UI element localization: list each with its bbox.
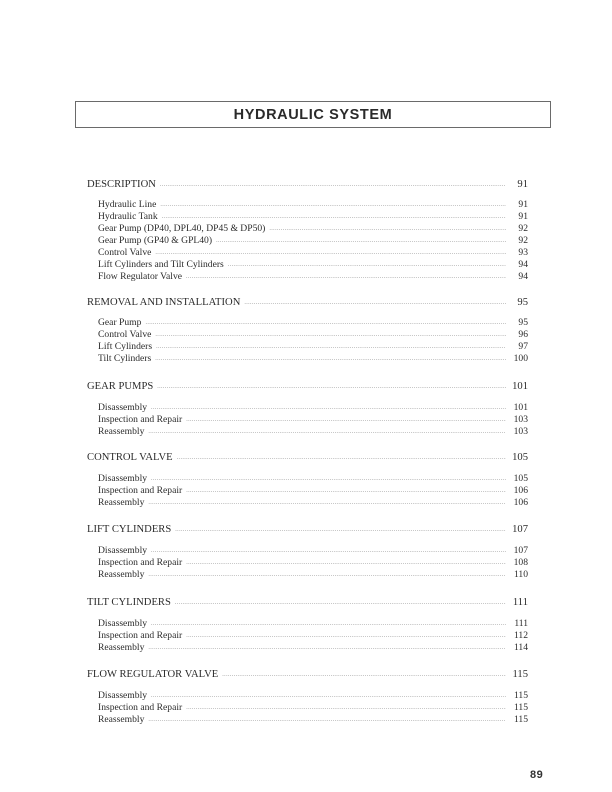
dot-leader [151,693,506,699]
toc-item-label: Tilt Cylinders [98,353,152,364]
toc-section-removal-and-installation[interactable] [87,297,528,308]
toc-item-label: Disassembly [98,618,148,629]
toc-item-label: Lift Cylinders and Tilt Cylinders [98,259,224,270]
toc-page-number: 101 [512,381,528,392]
dot-leader [162,214,506,220]
toc-item-label: Reassembly [98,642,145,653]
toc-item-label: Inspection and Repair [98,414,183,425]
toc-page-number: 94 [518,271,528,282]
toc-item-label: Inspection and Repair [98,485,183,496]
toc-item[interactable] [87,569,528,580]
toc-item[interactable] [87,642,528,653]
dot-leader [148,429,506,435]
dot-leader [151,548,506,554]
toc-item[interactable] [87,690,528,701]
toc-page-number: 95 [518,317,528,328]
toc-section-label: DESCRIPTION [87,179,156,190]
toc-page-number: 92 [518,235,528,246]
toc-item-label: Gear Pump (DP40, DPL40, DP45 & DP50) [98,223,266,234]
toc-item[interactable] [87,714,528,725]
toc-page-number: 93 [518,247,528,258]
toc-item-label: Flow Regulator Valve [98,271,183,282]
toc-section-label: TILT CYLINDERS [87,597,171,608]
toc-item-label: Control Valve [98,329,152,340]
toc-item[interactable] [87,557,528,568]
dot-leader [244,300,506,306]
toc-page-number: 114 [513,642,528,653]
toc-page-number: 106 [513,497,528,508]
toc-page-number: 96 [518,329,528,340]
toc-item-label: Disassembly [98,473,148,484]
dot-leader [148,717,506,723]
toc-page-number: 115 [513,690,528,701]
toc-page-number: 106 [513,485,528,496]
dot-leader [177,455,506,461]
toc-item[interactable] [87,259,528,270]
toc-page-number: 115 [513,702,528,713]
toc-section-description[interactable] [87,179,528,190]
toc-item-label: Reassembly [98,497,145,508]
toc-item[interactable] [87,317,528,328]
dot-leader [148,500,506,506]
page-number: 89 [530,769,544,781]
toc-section-label: FLOW REGULATOR VALVE [87,669,219,680]
dot-leader [269,226,506,232]
toc-page-number: 107 [513,545,528,556]
dot-leader [175,527,506,533]
dot-leader [186,488,506,494]
toc-item[interactable] [87,211,528,222]
toc-item[interactable] [87,630,528,641]
toc-item-label: Reassembly [98,569,145,580]
toc-section-control-valve[interactable] [87,452,528,463]
toc-item[interactable] [87,223,528,234]
toc-page-number: 111 [512,597,528,608]
dot-leader [175,600,506,606]
toc-page-number: 103 [513,414,528,425]
dot-leader [222,672,506,678]
toc-section-lift-cylinders[interactable] [87,524,528,535]
toc-item-label: Disassembly [98,545,148,556]
toc-item-label: Gear Pump [98,317,142,328]
toc-page-number: 105 [513,473,528,484]
toc-page-number: 95 [517,297,528,308]
toc-item-label: Hydraulic Line [98,199,157,210]
toc-page-number: 97 [518,341,528,352]
dot-leader [151,476,506,482]
toc-section-label: GEAR PUMPS [87,381,154,392]
dot-leader [186,560,506,566]
toc-page-number: 115 [513,714,528,725]
toc-item-label: Disassembly [98,402,148,413]
toc-item[interactable] [87,235,528,246]
dot-leader [228,262,506,268]
toc-page-number: 115 [512,669,528,680]
toc-item[interactable] [87,618,528,629]
section-title-box [75,101,551,128]
dot-leader [216,238,506,244]
dot-leader [160,202,506,208]
toc-item[interactable] [87,199,528,210]
dot-leader [186,417,506,423]
toc-page-number: 105 [512,452,528,463]
toc-page-number: 100 [513,353,528,364]
toc-item-label: Inspection and Repair [98,702,183,713]
toc-page-number: 112 [513,630,528,641]
toc-page-number: 111 [514,618,528,629]
toc-item-label: Inspection and Repair [98,630,183,641]
toc-item-label: Inspection and Repair [98,557,183,568]
dot-leader [151,621,506,627]
toc-item[interactable] [87,402,528,413]
toc-item[interactable] [87,545,528,556]
toc-section-flow-regulator-valve[interactable] [87,669,528,680]
dot-leader [155,356,506,362]
dot-leader [157,384,506,390]
toc-page-number: 91 [517,179,528,190]
toc-section-label: REMOVAL AND INSTALLATION [87,297,241,308]
toc-item-label: Hydraulic Tank [98,211,158,222]
toc-item[interactable] [87,414,528,425]
toc-item-label: Disassembly [98,690,148,701]
toc-page-number: 94 [518,259,528,270]
toc-page-number: 92 [518,223,528,234]
toc-page-number: 103 [513,426,528,437]
toc-section-label: CONTROL VALVE [87,452,173,463]
toc-item[interactable] [87,702,528,713]
dot-leader [160,182,506,188]
toc-item-label: Reassembly [98,714,145,725]
dot-leader [186,705,506,711]
dot-leader [155,250,506,256]
dot-leader [186,633,506,639]
toc-page-number: 101 [513,402,528,413]
dot-leader [148,572,506,578]
toc-item-label: Gear Pump (GP40 & GPL40) [98,235,213,246]
toc-page-number: 107 [512,524,528,535]
toc-page-number: 91 [518,211,528,222]
dot-leader [155,332,506,338]
toc-page-number: 91 [518,199,528,210]
toc-item[interactable] [87,473,528,484]
toc-item[interactable] [87,497,528,508]
toc-page-number: 110 [513,569,528,580]
toc-item[interactable] [87,426,528,437]
toc-section-gear-pumps[interactable] [87,381,528,392]
dot-leader [145,320,506,326]
toc-section-label: LIFT CYLINDERS [87,524,172,535]
toc-item-label: Control Valve [98,247,152,258]
dot-leader [156,344,506,350]
toc-item[interactable] [87,341,528,352]
toc-item[interactable] [87,247,528,258]
dot-leader [148,645,506,651]
toc-page-number: 108 [513,557,528,568]
toc-item[interactable] [87,329,528,340]
toc-item-label: Lift Cylinders [98,341,153,352]
toc-item-label: Reassembly [98,426,145,437]
toc-item[interactable] [87,485,528,496]
toc-item[interactable] [87,271,528,282]
toc-section-tilt-cylinders[interactable] [87,597,528,608]
page-title: HYDRAULIC SYSTEM [233,106,393,123]
toc-item[interactable] [87,353,528,364]
dot-leader [186,274,506,280]
dot-leader [151,405,506,411]
